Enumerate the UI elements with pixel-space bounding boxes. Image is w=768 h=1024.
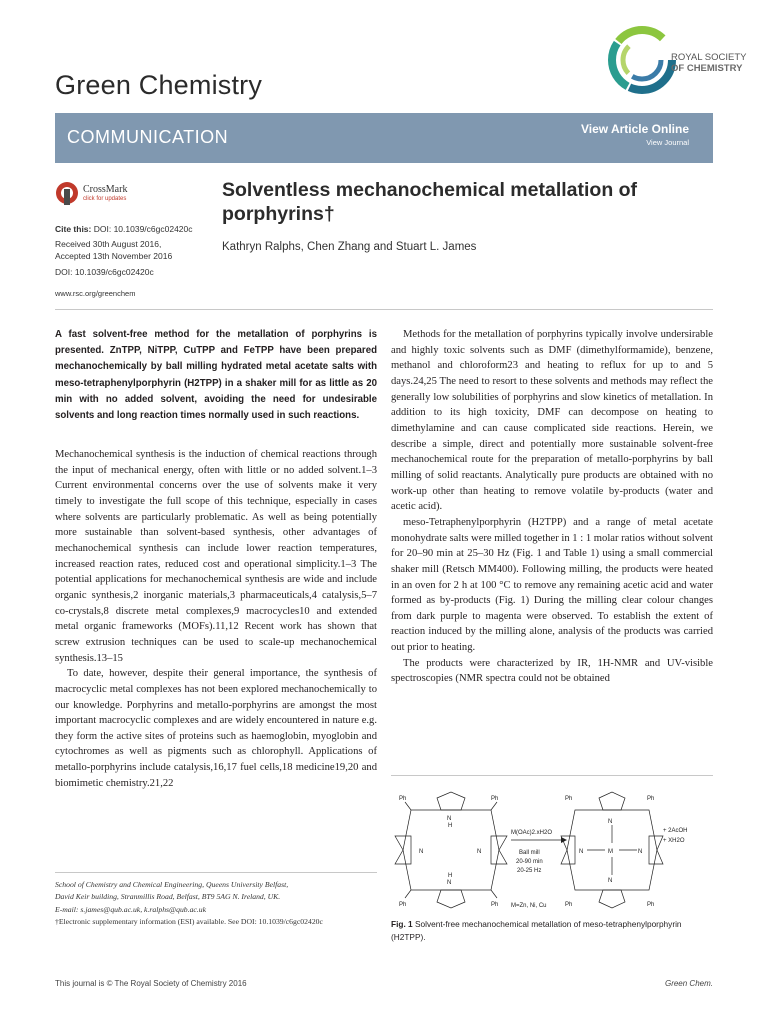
n-label: N [608,819,613,825]
h-label: H [448,823,453,829]
rsc-logo-icon [606,24,678,96]
metals-label: M=Zn, Ni, Cu [511,903,547,909]
received-date: Received 30th August 2016, [55,239,162,249]
paragraph: To date, however, despite their general importance, the synthesis of macrocyclic metal complexes has not been explored mechanochemically to our knowledge. Porphyrins and metallo-porphyrins are amongst the most important macrocyclic complexes and are widely encountered in nature e.g. they form the active sites of proteins such as haemoglobin, myoglobin and cytochromes as well as pigments such as chlorophyll. Applications of metallo-porphyrins include catalysis,16,17 fuel cells,18 medicine19,20 and biomimetic chemistry.21,22 [55,668,377,789]
article-title: Solventless mechanochemical metallation of porphyrins† [222,179,638,225]
metal-label: M [608,849,613,855]
affiliation-line: School of Chemistry and Chemical Engineering, Queens University Belfast, [55,880,289,889]
right-column-body [391,327,713,687]
doi[interactable]: DOI: 10.1039/c6gc02420c [55,267,154,277]
condition-label: 20-90 min [516,859,543,865]
n-label: N [419,849,424,855]
journal-footer: Green Chem. [664,979,713,988]
article-authors: Kathryn Ralphs, Chen Zhang and Stuart L. James [222,241,477,253]
view-article-online-link[interactable]: View Article Online [580,122,689,136]
figure-divider [391,775,713,776]
header-divider [55,309,713,310]
condition-label: Ball mill [519,850,540,856]
article-type: COMMUNICATION [67,127,229,147]
byproduct-label: + 2AcOH [663,828,688,834]
n-label: N [608,878,613,884]
ph-label: Ph [491,796,499,802]
paragraph: The products were characterized by IR, 1H-NMR and UV-visible spectroscopies (NMR spectra could not be obtained [391,657,713,685]
ph-label: Ph [647,796,655,802]
cite-this: Cite this: DOI: 10.1039/c6gc02420c [55,224,193,234]
article-type-banner [55,113,713,163]
paragraph: meso-Tetraphenylporphyrin (H2TPP) and a range of metal acetate monohydrate salts were milled together in 1 : 1 molar ratios without solvent for 20–90 min at 25–30 Hz (Fig. 1 and Table 1) using a small commercial shaker mill (Retsch MM400). Following milling, the products were heated in an oven for 2 h at 100 °C to remove any remaining acetic acid and water formed as by-products (Fig. 1) During the milling clear colour changes from dark purple to magenta were observed. To establish the extent of reaction induced by the milling alone, analysis of the products was carried out prior to heating. [391,516,713,654]
h-label: H [448,873,453,879]
ph-label: Ph [399,902,407,908]
footnote-divider [55,872,377,873]
journal-url[interactable]: www.rsc.org/greenchem [55,289,136,298]
reactant-porphyrin [395,792,507,908]
esi-note: †Electronic supplementary information (ESI) available. See DOI: 10.1039/c6gc02420c [55,916,323,926]
n-label: N [638,849,643,855]
condition-label: 20-25 Hz [517,868,542,874]
publisher-name: ROYAL SOCIETY OF CHEMISTRY [671,52,747,74]
crossmark-icon [55,180,79,208]
n-label: N [579,849,584,855]
left-column-body [55,447,377,791]
ph-label: Ph [399,796,407,802]
figure-caption: Fig. 1 Solvent-free mechanochemical metallation of meso-tetraphenylporphyrin (H2TPP). [391,919,682,942]
ph-label: Ph [647,902,655,908]
author-emails: E-mail: s.james@qub.ac.uk, k.ralphs@qub.ac.uk [55,904,206,914]
accepted-date: Accepted 13th November 2016 [55,251,173,261]
affiliation-line: David Keir building, Stranmillis Road, Belfast, BT9 5AG N. Ireland, UK. [55,892,281,902]
paragraph: Methods for the metallation of porphyrins typically involve undersirable and highly toxic solvents such as DMF (dimethylformamide), benzene, methanol and chloroform23 and heating to reflux for up to and 5 days.24,25 The need to resort to these solvents and methods may reflect the generally low solubilities of porphyrins and slow kinetics of metallation. In addition to its high toxicity, DMF can decompose on heating to dimethylamine and can cause complicated side reactions. Herein, we describe a simple, direct and potentially more sustainable solvent-free mechanochemical route for the preparation of metallo-porphyrins by ball milling of solid reactants. Analytically pure products are obtained with no work-up other than heating to remove volatile by-products (water and acetic acid). [391,329,713,513]
reaction-scheme-figure [391,780,713,915]
ph-label: Ph [565,902,573,908]
byproduct-label: + XH2O [663,838,685,844]
copyright-footer: This journal is © The Royal Society of Chemistry 2016 [55,979,247,988]
footnotes [55,879,377,928]
abstract: A fast solvent-free method for the metallation of porphyrins is presented. ZnTPP, NiTPP, CuTPP and FeTPP have been prepared mechanochemically by ball milling hydrated metal acetate salts with meso-tetraphenylporphyrin (H2TPP) in a shaker mill for as little as 20 min with no added solvent, avoiding the need for undesirable solvents and long reaction times normally used in such reactions. [55,329,377,422]
ph-label: Ph [565,796,573,802]
n-label: N [447,816,452,822]
journal-title: Green Chemistry [55,70,263,100]
n-label: N [447,880,452,886]
paragraph: Mechanochemical synthesis is the induction of chemical reactions through the input of mechanical energy, often with little or no added solvent.1–3 Current environmental concerns over the use of solvents make it very timely to investigate the full scope of this technique, especially in cases where solvents are particularly problematic. As well as being potentially more sustainable than solvent-based synthesis, other advantages of mechanochemical synthesis can include lower reaction temperatures, increased reaction rates, reduced cost and operational simplicity.1–3 The potential applications for mechanochemical synthesis are wide and include organic synthesis,2 inorganic materials,3 pharmaceuticals,4 catalysis,5–7 co-crystals,8 discrete metal complexes,9 macrocycles10 and extended metal organic frameworks (MOFs).11,12 Recent work has shown that screw extrusion techniques can be used to scale-up mechanochemical synthesis.13–15 [55,449,377,664]
view-journal-link[interactable]: View Journal [646,138,689,147]
crossmark-badge[interactable]: CrossMark click for updates [55,178,205,212]
n-label: N [477,849,482,855]
ph-label: Ph [491,902,499,908]
reagent-label: M(OAc)2.xH2O [511,830,553,836]
